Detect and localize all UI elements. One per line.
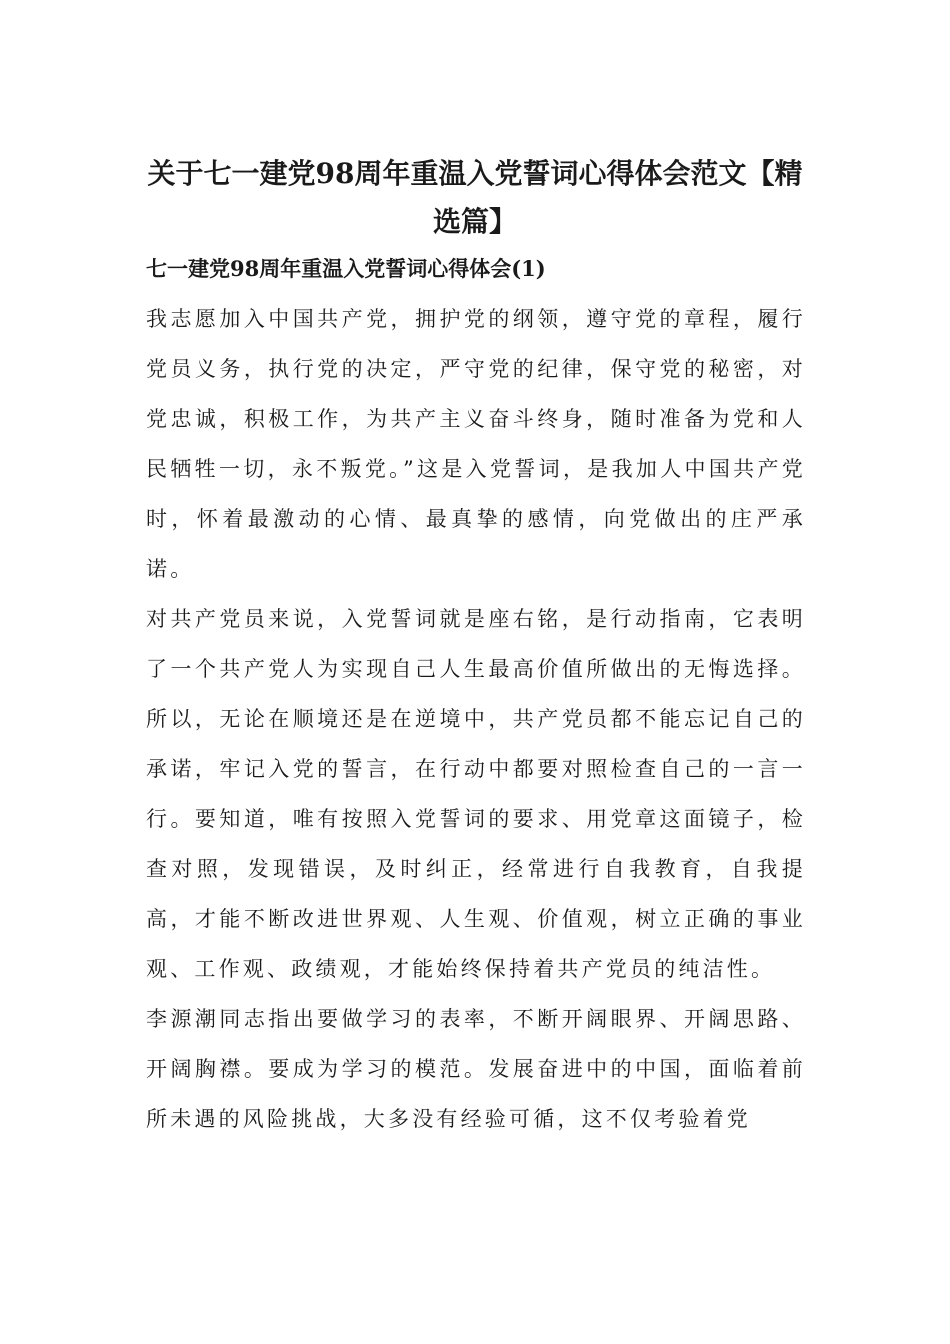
- paragraph-motto: 对共产党员来说，入党誓词就是座右铭，是行动指南，它表明了一个共产党人为实现自己人生最高价值所做出的无悔选择。所以，无论在顺境还是在逆境中，共产党员都不能忘记自己的承诺，牢记入党的誓言，在行动中都要对照检查自己的一言一行。要知道，唯有按照入党誓词的要求、用党章这面镜子，检查对照，发现错误，及时纠正，经常进行自我教育，自我提高，才能不断改进世界观、人生观、价值观，树立正确的事业观、工作观、政绩观，才能始终保持着共产党员的纯洁性。: [146, 607, 806, 981]
- document-title: 关于七一建党98周年重温入党誓词心得体会范文【精选篇】: [147, 157, 803, 238]
- paragraph-oath: 我志愿加入中国共产党，拥护党的纲领，遵守党的章程，履行党员义务，执行党的决定，严守党的纪律，保守党的秘密，对党忠诚，积极工作，为共产主义奋斗终身，随时准备为党和人民牺牲一切，永不叛党。”这是入党誓词，是我加人中国共产党时，怀着最激动的心情、最真挚的感情，向党做出的庄严承诺。: [146, 307, 806, 581]
- section-heading: 七一建党98周年重温入党誓词心得体会(1): [146, 256, 546, 281]
- body-text: [146, 294, 806, 1144]
- paragraph-study: 李源潮同志指出要做学习的表率，不断开阔眼界、开阔思路、开阔胸襟。要成为学习的模范。发展奋进中的中国，面临着前所未遇的风险挑战，大多没有经验可循，这不仅考验着党: [146, 1007, 806, 1131]
